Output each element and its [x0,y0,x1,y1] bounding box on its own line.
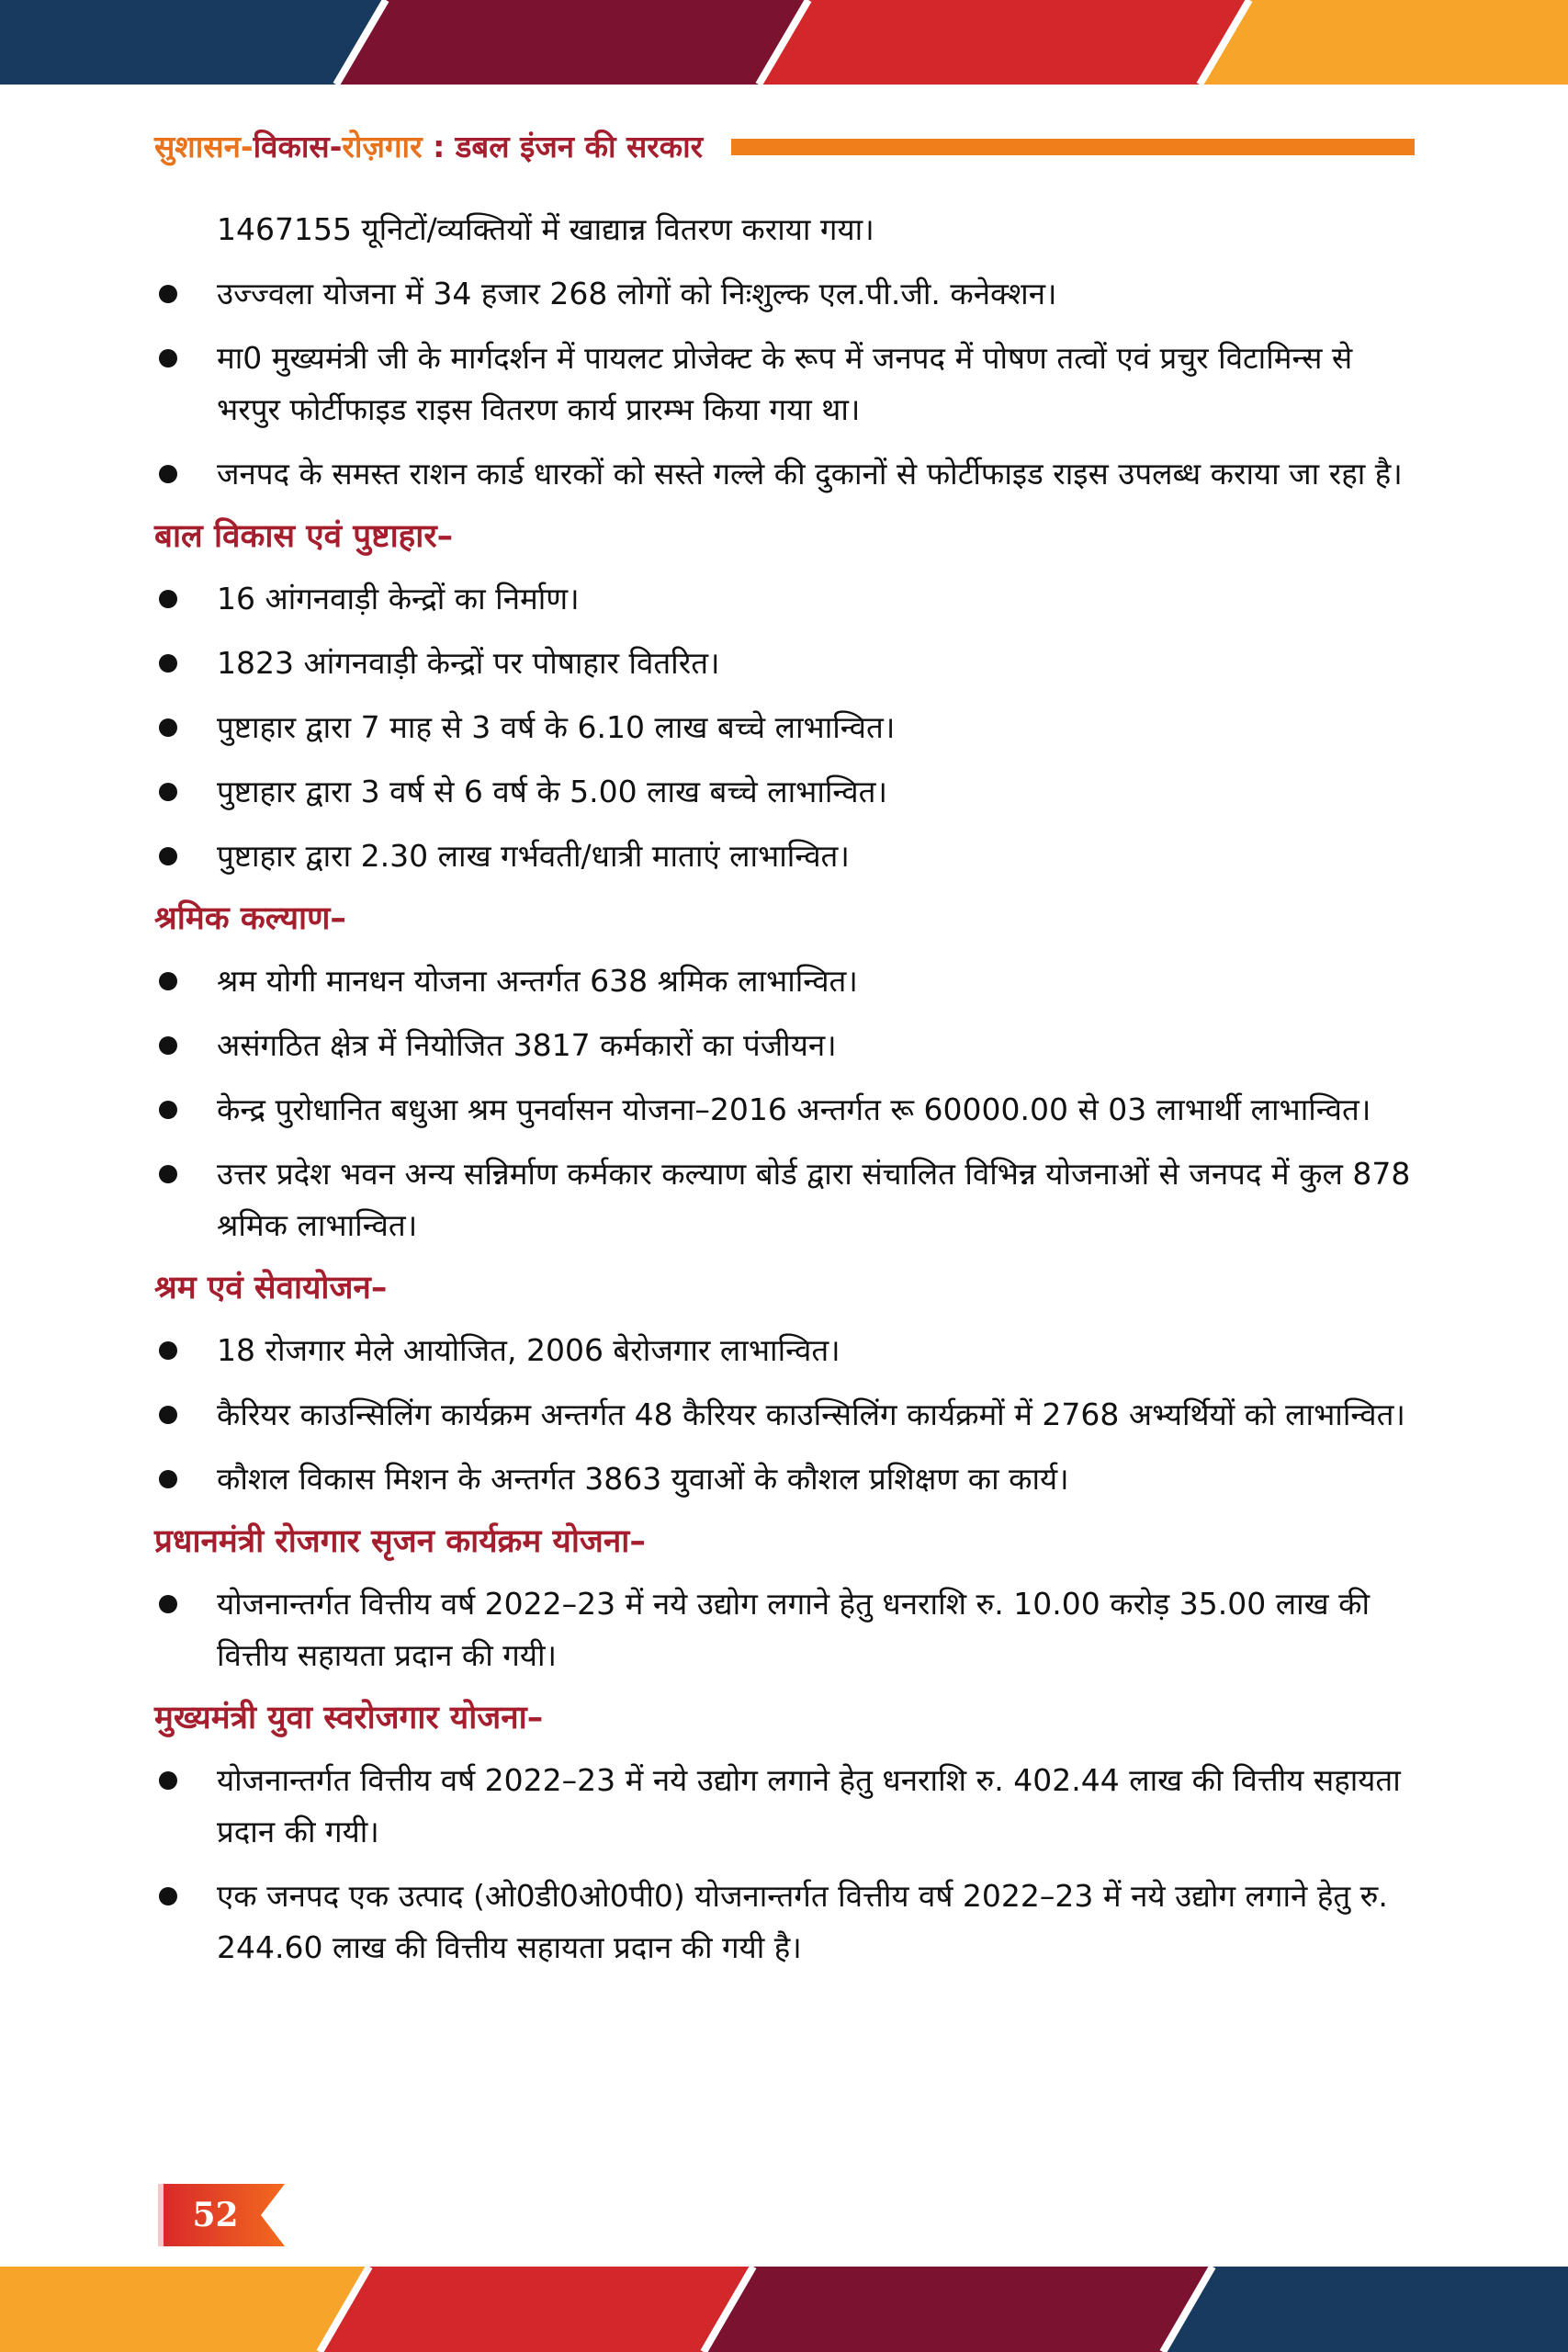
continued-text: 1467155 यूनिटों/व्यक्तियों में खाद्यान्न वितरण कराया गया। [217,211,874,247]
list-item [154,638,1422,689]
list-item-text: उत्तर प्रदेश भवन अन्य सन्निर्माण कर्मकार कल्याण बोर्ड द्वारा संचालित विभिन्न योजनाओं से जनपद में कुल 878 श्रमिक लाभान्वित। [217,1156,1411,1243]
bullet-icon [159,783,177,801]
list-item [154,956,1422,1007]
page-number: 52 [192,2196,239,2234]
list-item [154,333,1422,435]
list-item-text: असंगठित क्षेत्र में नियोजित 3817 कर्मकारों का पंजीयन। [217,1027,837,1063]
bullet-icon [159,1406,177,1424]
list-item [154,1389,1422,1441]
list-item-text: उज्ज्वला योजना में 34 हजार 268 लोगों को निःशुल्क एल.पी.जी. कनेक्शन। [217,276,1057,311]
bullet-icon [159,718,177,737]
bottom-color-band [0,2267,1568,2352]
header-title-part1: सुशासन- [154,129,254,164]
list-item-text: पुष्टाहार द्वारा 3 वर्ष से 6 वर्ष के 5.00 लाख बच्चे लाभान्वित। [217,774,887,809]
bullet-icon [159,1887,177,1905]
bullet-icon [159,972,177,990]
section-heading-child-development: बाल विकास एवं पुष्टाहार– [154,518,454,555]
list-item-text: श्रम योगी मानधन योजना अन्तर्गत 638 श्रमिक लाभान्वित। [217,963,858,999]
list-item [154,268,1422,320]
list-item [154,1084,1422,1136]
bullet-icon [159,1341,177,1360]
bullet-icon [159,1101,177,1119]
list-item [154,831,1422,882]
main-content [154,204,1422,1986]
header-title-part2: विकास- [253,129,343,164]
bullet-icon [159,847,177,865]
list-item [154,1325,1422,1376]
section-heading-pmegp: प्रधानमंत्री रोजगार सृजन कार्यक्रम योजना– [154,1523,646,1560]
list-item [154,1148,1422,1251]
list-item-text: केन्द्र पुरोधानित बधुआ श्रम पुनर्वासन योजना–2016 अन्तर्गत रू 60000.00 से 03 लाभार्थी लाभान्वित। [217,1091,1371,1127]
bullet-icon [159,1165,177,1183]
bullet-icon [159,654,177,673]
list-item [154,766,1422,818]
top-color-band [0,0,1568,85]
list-item-text: जनपद के समस्त राशन कार्ड धारकों को सस्ते गल्ले की दुकानों से फोर्टीफाइड राइस उपलब्ध कराया जा रहा है। [217,456,1403,492]
list-item-text: कौशल विकास मिशन के अन्तर्गत 3863 युवाओं के कौशल प्रशिक्षण का कार्य। [217,1461,1069,1497]
list-item-text: योजनान्तर्गत वित्तीय वर्ष 2022–23 में नये उद्योग लगाने हेतु धनराशि रु. 402.44 लाख की वित्तीय सहायता प्रदान की गयी। [217,1762,1401,1849]
header-rule [731,139,1415,155]
list-item-text: योजनान्तर्गत वित्तीय वर्ष 2022–23 में नये उद्योग लगाने हेतु धनराशि रु. 10.00 करोड़ 35.00 लाख की वित्तीय सहायता प्रदान की गयी। [217,1586,1371,1673]
page-number-tab [158,2184,287,2246]
bullet-icon [159,1595,177,1613]
header-title-part4: : डबल इंजन की सरकार [422,129,704,164]
list-item-text: 16 आंगनवाड़ी केन्द्रों का निर्माण। [217,581,580,616]
list-item-text: एक जनपद एक उत्पाद (ओ0डी0ओ0पी0) योजनान्तर्गत वित्तीय वर्ष 2022–23 में नये उद्योग लगाने हेतु रु. 244.60 लाख की वित्तीय सहायता प्रदान की गयी है। [217,1878,1388,1965]
bullet-icon [159,285,177,303]
bullet-icon [159,1771,177,1790]
list-item [154,1020,1422,1071]
list-item-text: पुष्टाहार द्वारा 7 माह से 3 वर्ष के 6.10 लाख बच्चे लाभान्वित। [217,709,896,745]
list-item-text: 18 रोजगार मेले आयोजित, 2006 बेरोजगार लाभान्वित। [217,1332,840,1368]
header-title-part3: रोज़गार [342,129,423,164]
bullet-icon [159,465,177,483]
bullet-icon [159,1036,177,1055]
list-item [154,1871,1422,1973]
bullet-icon [159,1470,177,1488]
list-item [154,702,1422,753]
list-item-text: 1823 आंगनवाड़ी केन्द्रों पर पोषाहार वितरित। [217,645,720,681]
list-item-text: मा0 मुख्यमंत्री जी के मार्गदर्शन में पायलट प्रोजेक्ट के रूप में जनपद में पोषण तत्वों एवं प्रचुर विटामिन्स से भरपुर फोर्टीफाइड राइस वितरण कार्य प्रारम्भ किया गया था। [217,340,1353,427]
page-header [154,127,1415,167]
header-title [154,127,703,167]
section-heading-cm-youth-self-employment: मुख्यमंत्री युवा स्वरोजगार योजना– [154,1700,544,1736]
list-item [154,448,1422,500]
bullet-icon [159,590,177,608]
list-item [154,1755,1422,1858]
section-heading-employment: श्रम एवं सेवायोजन– [154,1270,388,1306]
list-item-text: पुष्टाहार द्वारा 2.30 लाख गर्भवती/धात्री माताएं लाभान्वित। [217,838,850,874]
list-item [154,1578,1422,1681]
bullet-icon [159,349,177,368]
list-item [154,1453,1422,1505]
list-item-text: कैरियर काउन्सिलिंग कार्यक्रम अन्तर्गत 48 कैरियर काउन्सिलिंग कार्यक्रमों में 2768 अभ्यर्थियों को लाभान्वित। [217,1396,1405,1432]
section-heading-labour-welfare: श्रमिक कल्याण– [154,900,346,937]
list-item [154,573,1422,625]
